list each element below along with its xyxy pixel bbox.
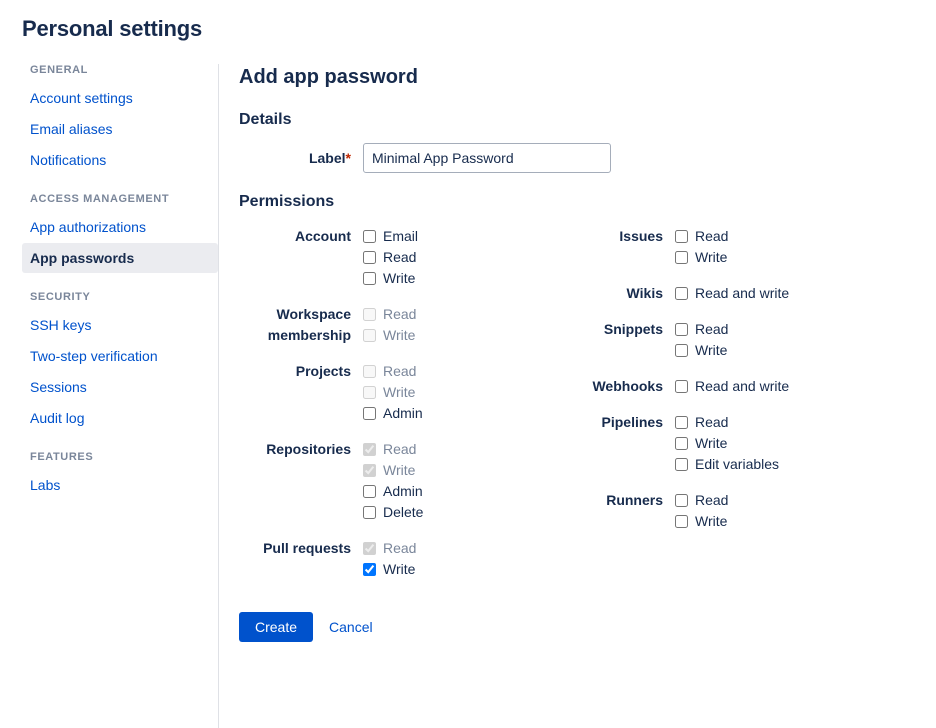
sidebar-item-app-authorizations[interactable]: App authorizations <box>30 219 146 235</box>
checkbox-label: Read <box>695 228 729 244</box>
permission-group <box>239 537 529 580</box>
checkbox-issues-read[interactable] <box>675 230 688 243</box>
sidebar-section-title: ACCESS MANAGEMENT <box>30 193 170 205</box>
permission-option <box>363 226 418 247</box>
checkbox-projects-write <box>363 386 376 399</box>
permission-options <box>675 225 728 268</box>
permission-option <box>363 268 418 289</box>
permission-options <box>363 360 423 424</box>
checkbox-webhooks-read-and-write[interactable] <box>675 380 688 393</box>
checkbox-label: Write <box>695 249 728 265</box>
permission-group-label: Webhooks <box>592 378 663 394</box>
checkbox-runners-read[interactable] <box>675 494 688 507</box>
checkbox-pipelines-read[interactable] <box>675 416 688 429</box>
checkbox-label: Admin <box>383 483 423 499</box>
permission-option <box>675 226 728 247</box>
checkbox-wikis-read-and-write[interactable] <box>675 287 688 300</box>
permission-option <box>675 247 728 268</box>
checkbox-label: Edit variables <box>695 456 780 472</box>
form-actions <box>239 612 916 642</box>
permission-option <box>675 412 779 433</box>
checkbox-repositories-write <box>363 464 376 477</box>
permission-group-label: Workspace membership <box>267 306 351 343</box>
checkbox-account-email[interactable] <box>363 230 376 243</box>
permission-option <box>675 376 789 397</box>
checkbox-label: Write <box>695 513 728 529</box>
permission-group <box>529 375 829 397</box>
permission-group <box>239 303 529 346</box>
permission-options <box>675 489 728 532</box>
checkbox-label: Write <box>383 462 416 478</box>
permission-option <box>363 559 416 580</box>
page-title: Personal settings <box>22 16 202 41</box>
permission-option <box>363 538 416 559</box>
permission-option <box>363 460 423 481</box>
permission-group-label: Snippets <box>603 321 663 337</box>
checkbox-label: Read <box>695 414 729 430</box>
permission-group <box>239 360 529 424</box>
main-heading: Add app password <box>239 66 418 88</box>
label-field-label <box>239 150 363 166</box>
sidebar-item-email-aliases[interactable]: Email aliases <box>30 121 113 137</box>
checkbox-label: Write <box>383 384 416 400</box>
checkbox-projects-read <box>363 365 376 378</box>
label-field-row <box>239 143 916 173</box>
create-button[interactable]: Create <box>239 612 313 642</box>
main-content <box>218 64 936 728</box>
checkbox-repositories-delete[interactable] <box>363 506 376 519</box>
checkbox-projects-admin[interactable] <box>363 407 376 420</box>
permission-group-label: Wikis <box>626 285 663 301</box>
checkbox-label: Read <box>383 441 417 457</box>
checkbox-label: Read and write <box>695 285 790 301</box>
sidebar-item-ssh-keys[interactable]: SSH keys <box>30 317 92 333</box>
permission-group <box>529 282 829 304</box>
permission-options <box>363 438 423 523</box>
permissions-left-column <box>239 225 529 594</box>
permission-option <box>675 433 779 454</box>
checkbox-label: Read and write <box>695 378 790 394</box>
checkbox-issues-write[interactable] <box>675 251 688 264</box>
sidebar <box>0 64 218 728</box>
checkbox-runners-write[interactable] <box>675 515 688 528</box>
checkbox-workspace-membership-write <box>363 329 376 342</box>
checkbox-label: Write <box>383 270 416 286</box>
page-layout <box>0 64 936 728</box>
permission-option <box>363 304 416 325</box>
label-field-text: Label <box>308 150 346 166</box>
permission-option <box>363 481 423 502</box>
checkbox-label: Admin <box>383 405 423 421</box>
permission-group <box>529 225 829 268</box>
permission-group <box>529 489 829 532</box>
sidebar-item-notifications[interactable]: Notifications <box>30 152 107 168</box>
details-section-title: Details <box>239 111 292 128</box>
permission-options <box>363 303 416 346</box>
permission-option <box>675 283 789 304</box>
permission-option <box>363 439 423 460</box>
permission-group-label: Repositories <box>266 441 351 457</box>
permission-option <box>675 511 728 532</box>
permission-options <box>675 411 779 475</box>
checkbox-snippets-write[interactable] <box>675 344 688 357</box>
checkbox-label: Read <box>383 249 417 265</box>
checkbox-account-write[interactable] <box>363 272 376 285</box>
sidebar-section-title: FEATURES <box>30 451 94 463</box>
permission-options <box>363 537 416 580</box>
sidebar-section-title: GENERAL <box>30 64 88 76</box>
permissions-grid <box>239 225 916 594</box>
sidebar-section-title: SECURITY <box>30 291 91 303</box>
checkbox-label: Write <box>695 435 728 451</box>
checkbox-label: Read <box>383 540 417 556</box>
permission-option <box>675 319 728 340</box>
checkbox-label: Write <box>695 342 728 358</box>
checkbox-label: Read <box>383 363 417 379</box>
permission-option <box>363 247 418 268</box>
permission-group <box>239 438 529 523</box>
checkbox-label: Read <box>695 492 729 508</box>
sidebar-item-sessions[interactable]: Sessions <box>30 379 87 395</box>
sidebar-item-labs[interactable]: Labs <box>30 477 61 493</box>
permission-group <box>529 318 829 361</box>
permission-group-label: Issues <box>619 228 663 244</box>
sidebar-item-audit-log[interactable]: Audit log <box>30 410 85 426</box>
checkbox-account-read[interactable] <box>363 251 376 264</box>
checkbox-workspace-membership-read <box>363 308 376 321</box>
permission-options <box>675 282 789 304</box>
checkbox-pull-requests-read <box>363 542 376 555</box>
checkbox-pull-requests-write[interactable] <box>363 563 376 576</box>
checkbox-pipelines-edit-variables[interactable] <box>675 458 688 471</box>
permissions-section-title: Permissions <box>239 193 335 210</box>
permission-group-label: Pipelines <box>601 414 663 430</box>
checkbox-label: Read <box>695 321 729 337</box>
label-input[interactable] <box>363 143 611 173</box>
sidebar-item-two-step-verification[interactable]: Two-step verification <box>30 348 158 364</box>
permission-group <box>239 225 529 289</box>
checkbox-repositories-read <box>363 443 376 456</box>
checkbox-label: Read <box>383 306 417 322</box>
checkbox-label: Write <box>383 327 416 343</box>
sidebar-item-app-passwords[interactable]: App passwords <box>22 243 218 273</box>
permission-group-label: Account <box>295 228 351 244</box>
checkbox-pipelines-write[interactable] <box>675 437 688 450</box>
permission-option <box>363 361 423 382</box>
permissions-right-column <box>529 225 829 594</box>
checkbox-label: Email <box>383 228 419 244</box>
checkbox-label: Delete <box>383 504 424 520</box>
permission-group <box>529 411 829 475</box>
permission-option <box>675 340 728 361</box>
permission-options <box>675 318 728 361</box>
permission-option <box>675 490 728 511</box>
permission-option <box>363 502 423 523</box>
permission-option <box>675 454 779 475</box>
sidebar-item-account-settings[interactable]: Account settings <box>30 90 133 106</box>
checkbox-snippets-read[interactable] <box>675 323 688 336</box>
required-marker: * <box>345 150 351 166</box>
permission-group-label: Runners <box>606 492 663 508</box>
permission-group-label: Projects <box>295 363 351 379</box>
checkbox-repositories-admin[interactable] <box>363 485 376 498</box>
permission-option <box>363 403 423 424</box>
cancel-link[interactable]: Cancel <box>329 619 373 635</box>
permission-option <box>363 382 423 403</box>
permission-group-label: Pull requests <box>263 540 351 556</box>
permission-option <box>363 325 416 346</box>
permission-options <box>675 375 789 397</box>
permission-options <box>363 225 418 289</box>
checkbox-label: Write <box>383 561 416 577</box>
